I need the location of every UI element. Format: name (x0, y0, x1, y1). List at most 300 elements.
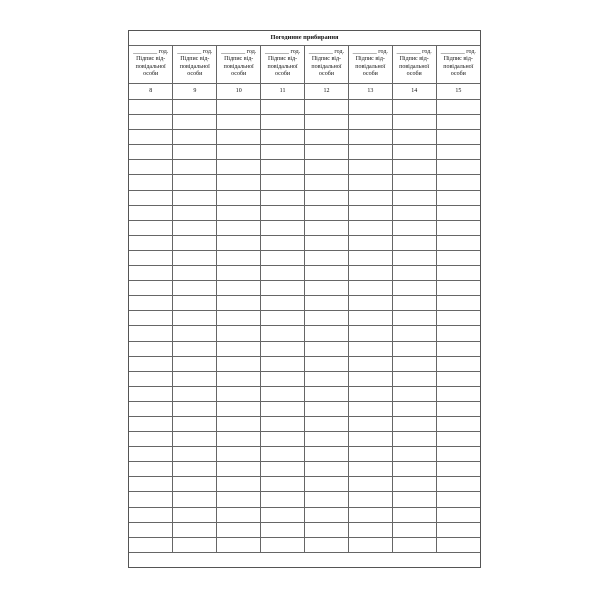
table-cell[interactable] (392, 190, 436, 205)
table-cell[interactable] (217, 281, 261, 296)
hour-line: ________ год. (440, 49, 476, 55)
table-title: Погодинне прибирання (129, 31, 480, 46)
table-cell[interactable] (392, 507, 436, 522)
table-cell[interactable] (348, 371, 392, 386)
table-cell[interactable] (261, 447, 305, 462)
table-row (129, 507, 480, 522)
table-cell[interactable] (173, 401, 217, 416)
table-cell[interactable] (348, 462, 392, 477)
table-cell[interactable] (392, 281, 436, 296)
table-row (129, 115, 480, 130)
column-number: 11 (261, 84, 305, 100)
table-cell[interactable] (436, 401, 480, 416)
table-cell[interactable] (305, 311, 349, 326)
table-cell[interactable] (217, 386, 261, 401)
table-cell[interactable] (129, 160, 173, 175)
column-header (436, 46, 480, 84)
table-cell[interactable] (261, 250, 305, 265)
table-cell[interactable] (173, 447, 217, 462)
table-cell[interactable] (261, 507, 305, 522)
table-cell[interactable] (392, 266, 436, 281)
table-cell[interactable] (305, 281, 349, 296)
table-cell[interactable] (348, 477, 392, 492)
table-cell[interactable] (129, 296, 173, 311)
table-cell[interactable] (129, 341, 173, 356)
table-cell[interactable] (392, 115, 436, 130)
table-cell[interactable] (436, 100, 480, 115)
table-cell[interactable] (173, 175, 217, 190)
table-cell[interactable] (305, 522, 349, 537)
table-cell[interactable] (305, 250, 349, 265)
table-cell[interactable] (436, 371, 480, 386)
table-row (129, 190, 480, 205)
table-cell[interactable] (305, 447, 349, 462)
table-cell[interactable] (305, 492, 349, 507)
table-cell[interactable] (261, 190, 305, 205)
table-cell[interactable] (436, 205, 480, 220)
table-cell[interactable] (217, 220, 261, 235)
table-cell[interactable] (217, 250, 261, 265)
table-cell[interactable] (348, 130, 392, 145)
table-row (129, 492, 480, 507)
table-cell[interactable] (217, 235, 261, 250)
table-row (129, 281, 480, 296)
table-cell[interactable] (348, 205, 392, 220)
table-cell[interactable] (261, 432, 305, 447)
signature-label-line3: повідальної (311, 63, 342, 70)
table-cell[interactable] (173, 235, 217, 250)
table-cell[interactable] (305, 507, 349, 522)
column-header (305, 46, 349, 84)
column-header (261, 46, 305, 84)
table-cell[interactable] (392, 386, 436, 401)
column-header (173, 46, 217, 84)
signature-label-line2: Підпис від- (399, 56, 429, 63)
table-cell[interactable] (305, 462, 349, 477)
table-cell[interactable] (129, 447, 173, 462)
column-number: 13 (348, 84, 392, 100)
table-cell[interactable] (261, 205, 305, 220)
table-cell[interactable] (436, 507, 480, 522)
hour-line: ________ год. (133, 49, 169, 55)
table-cell[interactable] (129, 115, 173, 130)
table-cell[interactable] (436, 130, 480, 145)
table-cell[interactable] (129, 130, 173, 145)
header-row (129, 46, 480, 84)
table-cell[interactable] (173, 537, 217, 552)
table-row (129, 326, 480, 341)
table-cell[interactable] (173, 115, 217, 130)
table-cell[interactable] (173, 492, 217, 507)
table-cell[interactable] (173, 205, 217, 220)
table-cell[interactable] (173, 462, 217, 477)
table-cell[interactable] (217, 447, 261, 462)
column-number: 14 (392, 84, 436, 100)
table-cell[interactable] (392, 522, 436, 537)
hour-line: ________ год. (221, 49, 257, 55)
table-cell[interactable] (217, 100, 261, 115)
table-cell[interactable] (436, 477, 480, 492)
table-cell[interactable] (436, 145, 480, 160)
table-row (129, 220, 480, 235)
table-cell[interactable] (173, 100, 217, 115)
table-row (129, 296, 480, 311)
table-row (129, 205, 480, 220)
table-cell[interactable] (129, 145, 173, 160)
table-cell[interactable] (173, 296, 217, 311)
table-cell[interactable] (173, 311, 217, 326)
table-cell[interactable] (348, 311, 392, 326)
table-cell[interactable] (436, 341, 480, 356)
table-cell[interactable] (436, 235, 480, 250)
signature-label-line3: повідальної (443, 63, 474, 70)
signature-label-line2: Підпис від- (267, 56, 298, 63)
table-cell[interactable] (217, 205, 261, 220)
table-cell[interactable] (305, 371, 349, 386)
table-row (129, 416, 480, 431)
table-cell[interactable] (173, 160, 217, 175)
table-cell[interactable] (129, 311, 173, 326)
table-cell[interactable] (261, 326, 305, 341)
table-cell[interactable] (348, 537, 392, 552)
table-cell[interactable] (392, 175, 436, 190)
table-cell[interactable] (392, 220, 436, 235)
table-row (129, 266, 480, 281)
table-cell[interactable] (261, 462, 305, 477)
table-cell[interactable] (305, 175, 349, 190)
signature-label-line3: повідальної (223, 63, 254, 70)
table-cell[interactable] (348, 356, 392, 371)
table-cell[interactable] (305, 100, 349, 115)
table-cell[interactable] (305, 266, 349, 281)
table-cell[interactable] (261, 235, 305, 250)
table-cell[interactable] (129, 235, 173, 250)
table-cell[interactable] (392, 462, 436, 477)
table-cell[interactable] (217, 341, 261, 356)
table-cell[interactable] (392, 130, 436, 145)
table-cell[interactable] (261, 537, 305, 552)
table-cell[interactable] (348, 220, 392, 235)
table-row (129, 371, 480, 386)
table-cell[interactable] (348, 175, 392, 190)
table-cell[interactable] (436, 311, 480, 326)
table-cell[interactable] (436, 492, 480, 507)
table-cell[interactable] (436, 522, 480, 537)
table-cell[interactable] (392, 326, 436, 341)
table-cell[interactable] (436, 175, 480, 190)
hour-line: ________ год. (352, 49, 388, 55)
table-cell[interactable] (129, 205, 173, 220)
table-cell[interactable] (305, 341, 349, 356)
table-cell[interactable] (436, 250, 480, 265)
table-cell[interactable] (261, 281, 305, 296)
table-cell[interactable] (436, 281, 480, 296)
table-cell[interactable] (436, 190, 480, 205)
table-cell[interactable] (392, 432, 436, 447)
table-cell[interactable] (436, 462, 480, 477)
table-cell[interactable] (348, 432, 392, 447)
table-cell[interactable] (348, 235, 392, 250)
table-cell[interactable] (217, 462, 261, 477)
table-cell[interactable] (129, 250, 173, 265)
table-cell[interactable] (129, 492, 173, 507)
table-cell[interactable] (392, 416, 436, 431)
table-cell[interactable] (217, 175, 261, 190)
table-cell[interactable] (392, 537, 436, 552)
table-cell[interactable] (436, 386, 480, 401)
table-cell[interactable] (348, 341, 392, 356)
column-number: 15 (436, 84, 480, 100)
signature-label-line2: Підпис від- (311, 56, 342, 63)
table-cell[interactable] (261, 492, 305, 507)
table-cell[interactable] (129, 356, 173, 371)
table-cell[interactable] (348, 266, 392, 281)
table-cell[interactable] (217, 492, 261, 507)
table-cell[interactable] (217, 522, 261, 537)
table-cell[interactable] (348, 190, 392, 205)
table-cell[interactable] (173, 507, 217, 522)
table-cell[interactable] (173, 145, 217, 160)
table-cell[interactable] (305, 205, 349, 220)
table-cell[interactable] (348, 281, 392, 296)
table-cell[interactable] (173, 266, 217, 281)
table-cell[interactable] (129, 281, 173, 296)
table-cell[interactable] (392, 492, 436, 507)
table-cell[interactable] (392, 160, 436, 175)
table-row (129, 386, 480, 401)
table-cell[interactable] (348, 100, 392, 115)
table-cell[interactable] (305, 326, 349, 341)
table-cell[interactable] (129, 266, 173, 281)
table-cell[interactable] (305, 477, 349, 492)
signature-label-line3: повідальної (355, 63, 386, 70)
log-sheet (128, 30, 481, 568)
table-cell[interactable] (392, 371, 436, 386)
column-number: 12 (305, 84, 349, 100)
table-cell[interactable] (217, 115, 261, 130)
table-cell[interactable] (217, 160, 261, 175)
table-cell[interactable] (261, 401, 305, 416)
signature-label-line4: особи (231, 71, 247, 78)
table-row (129, 401, 480, 416)
table-cell[interactable] (305, 220, 349, 235)
table-cell[interactable] (305, 145, 349, 160)
table-row (129, 145, 480, 160)
table-cell[interactable] (348, 522, 392, 537)
table-cell[interactable] (305, 235, 349, 250)
table-cell[interactable] (173, 250, 217, 265)
table-cell[interactable] (173, 371, 217, 386)
table-cell[interactable] (261, 341, 305, 356)
table-cell[interactable] (217, 401, 261, 416)
table-cell[interactable] (436, 416, 480, 431)
table-cell[interactable] (305, 356, 349, 371)
table-cell[interactable] (348, 401, 392, 416)
table-cell[interactable] (261, 100, 305, 115)
hour-line: ________ год. (396, 49, 432, 55)
table-cell[interactable] (261, 356, 305, 371)
table-cell[interactable] (392, 401, 436, 416)
table-cell[interactable] (392, 235, 436, 250)
table-cell[interactable] (173, 522, 217, 537)
table-cell[interactable] (129, 220, 173, 235)
table-cell[interactable] (129, 175, 173, 190)
table-cell[interactable] (261, 371, 305, 386)
column-header (348, 46, 392, 84)
table-cell[interactable] (173, 356, 217, 371)
table-cell[interactable] (392, 250, 436, 265)
signature-label-line4: особи (406, 71, 422, 78)
table-cell[interactable] (305, 115, 349, 130)
table-cell[interactable] (436, 160, 480, 175)
table-cell[interactable] (173, 341, 217, 356)
table-cell[interactable] (436, 220, 480, 235)
table-cell[interactable] (129, 507, 173, 522)
table-cell[interactable] (392, 447, 436, 462)
signature-label-line2: Підпис від- (136, 56, 166, 63)
table-cell[interactable] (261, 145, 305, 160)
table-cell[interactable] (348, 160, 392, 175)
table-cell[interactable] (261, 220, 305, 235)
table-cell[interactable] (261, 115, 305, 130)
table-cell[interactable] (436, 115, 480, 130)
table-cell[interactable] (348, 145, 392, 160)
table-cell[interactable] (173, 477, 217, 492)
table-cell[interactable] (305, 401, 349, 416)
table-cell[interactable] (305, 432, 349, 447)
table-cell[interactable] (129, 386, 173, 401)
table-cell[interactable] (129, 100, 173, 115)
table-cell[interactable] (217, 432, 261, 447)
table-cell[interactable] (173, 190, 217, 205)
table-cell[interactable] (261, 416, 305, 431)
table-cell[interactable] (436, 296, 480, 311)
table-row (129, 356, 480, 371)
table-cell[interactable] (436, 356, 480, 371)
table-cell[interactable] (217, 326, 261, 341)
signature-label-line4: особи (275, 71, 291, 78)
table-row (129, 311, 480, 326)
table-row (129, 432, 480, 447)
table-cell[interactable] (348, 250, 392, 265)
table-cell[interactable] (217, 507, 261, 522)
table-cell[interactable] (129, 401, 173, 416)
table-cell[interactable] (217, 266, 261, 281)
column-header (217, 46, 261, 84)
table-cell[interactable] (392, 341, 436, 356)
table-cell[interactable] (392, 296, 436, 311)
table-cell[interactable] (392, 205, 436, 220)
table-cell[interactable] (436, 447, 480, 462)
signature-label-line2: Підпис від- (180, 56, 210, 63)
table-cell[interactable] (129, 371, 173, 386)
table-cell[interactable] (173, 220, 217, 235)
table-cell[interactable] (217, 371, 261, 386)
signature-label-line2: Підпис від- (443, 56, 473, 63)
table-cell[interactable] (392, 311, 436, 326)
table-cell[interactable] (129, 432, 173, 447)
table-cell[interactable] (305, 416, 349, 431)
table-cell[interactable] (261, 311, 305, 326)
signature-label-line3: повідальної (399, 63, 430, 70)
table-cell[interactable] (348, 115, 392, 130)
table-cell[interactable] (217, 537, 261, 552)
signature-label-line4: особи (143, 71, 159, 78)
table-cell[interactable] (305, 160, 349, 175)
hour-line: ________ год. (264, 49, 301, 55)
table-cell[interactable] (392, 100, 436, 115)
table-cell[interactable] (392, 477, 436, 492)
table-cell[interactable] (173, 432, 217, 447)
table-cell[interactable] (305, 190, 349, 205)
table-cell[interactable] (217, 130, 261, 145)
table-row (129, 100, 480, 115)
table-row (129, 130, 480, 145)
table-cell[interactable] (261, 175, 305, 190)
table-cell[interactable] (436, 537, 480, 552)
table-cell[interactable] (261, 130, 305, 145)
table-cell[interactable] (217, 311, 261, 326)
table-cell[interactable] (348, 447, 392, 462)
table-cell[interactable] (129, 477, 173, 492)
column-number: 8 (129, 84, 173, 100)
table-cell[interactable] (129, 462, 173, 477)
table-cell[interactable] (305, 537, 349, 552)
table-cell[interactable] (217, 190, 261, 205)
table-cell[interactable] (261, 477, 305, 492)
table-cell[interactable] (173, 326, 217, 341)
table-cell[interactable] (348, 326, 392, 341)
table-cell[interactable] (392, 356, 436, 371)
table-cell[interactable] (173, 386, 217, 401)
table-cell[interactable] (436, 432, 480, 447)
table-cell[interactable] (217, 296, 261, 311)
table-cell[interactable] (129, 537, 173, 552)
signature-label-line4: особи (187, 71, 203, 78)
table-cell[interactable] (261, 386, 305, 401)
table-cell[interactable] (261, 160, 305, 175)
table-cell[interactable] (348, 507, 392, 522)
table-cell[interactable] (129, 326, 173, 341)
table-row (129, 250, 480, 265)
table-cell[interactable] (348, 416, 392, 431)
table-cell[interactable] (348, 386, 392, 401)
table-cell[interactable] (129, 522, 173, 537)
table-cell[interactable] (173, 281, 217, 296)
table-cell[interactable] (129, 416, 173, 431)
table-cell[interactable] (261, 522, 305, 537)
table-cell[interactable] (217, 145, 261, 160)
table-cell[interactable] (261, 266, 305, 281)
table-cell[interactable] (348, 492, 392, 507)
table-cell[interactable] (217, 356, 261, 371)
signature-label-line3: повідальної (179, 63, 210, 70)
table-cell[interactable] (436, 326, 480, 341)
table-cell[interactable] (348, 296, 392, 311)
table-cell[interactable] (261, 296, 305, 311)
table-cell[interactable] (305, 386, 349, 401)
table-cell[interactable] (392, 145, 436, 160)
signature-label-line2: Підпис від- (355, 56, 385, 63)
table-cell[interactable] (217, 477, 261, 492)
table-cell[interactable] (173, 416, 217, 431)
table-cell[interactable] (305, 296, 349, 311)
table-cell[interactable] (217, 416, 261, 431)
table-cell[interactable] (129, 190, 173, 205)
table-cell[interactable] (305, 130, 349, 145)
table-cell[interactable] (173, 130, 217, 145)
table-cell[interactable] (436, 266, 480, 281)
